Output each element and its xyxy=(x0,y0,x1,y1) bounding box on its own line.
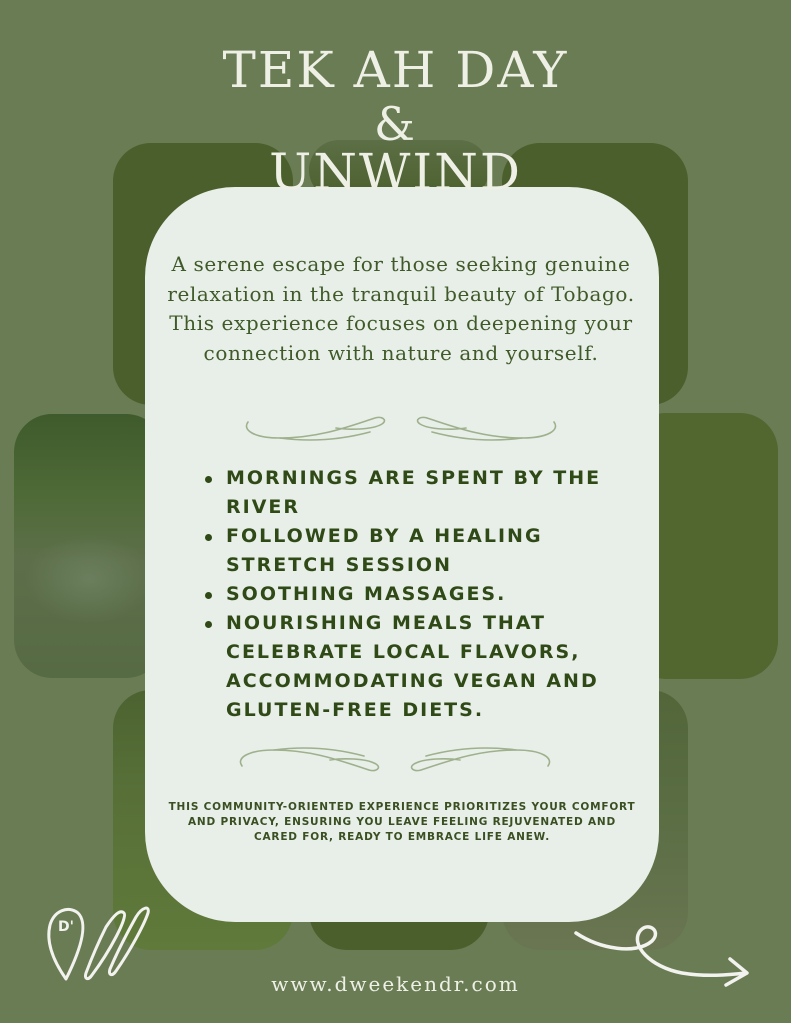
intro-paragraph: A serene escape for those seeking genuine relaxation in the tranquil beauty of Tobago. This experience focuses on deepening your connection with nature and yourself. xyxy=(167,252,635,365)
list-item: MORNINGS ARE SPENT BY THE RIVER xyxy=(202,464,622,522)
list-item: SOOTHING MASSAGES. xyxy=(202,580,622,609)
flourish-divider-top-icon xyxy=(240,408,562,448)
website-link[interactable]: www.dweekendr.com xyxy=(271,972,520,996)
flourish-divider-bottom-icon xyxy=(234,740,556,780)
title-line-2: UNWIND xyxy=(269,143,522,201)
list-item: FOLLOWED BY A HEALING STRETCH SESSION xyxy=(202,522,622,580)
list-item: NOURISHING MEALS THAT CELEBRATE LOCAL FLAVORS, ACCOMMODATING VEGAN AND GLUTEN-FREE DIETS. xyxy=(202,609,622,725)
title-line-1: TEK AH DAY xyxy=(222,41,569,99)
closing-statement: THIS COMMUNITY-ORIENTED EXPERIENCE PRIORITIZES YOUR COMFORT AND PRIVACY, ENSURING YOU LEAVE FEELING REJUVENATED AND CARED FOR, READY TO EMBRACE LIFE ANEW. xyxy=(168,801,636,843)
logo-text: D' xyxy=(58,919,74,935)
experience-list xyxy=(202,464,622,725)
title-ampersand: & xyxy=(374,97,417,151)
river-photo-tile xyxy=(14,414,164,678)
